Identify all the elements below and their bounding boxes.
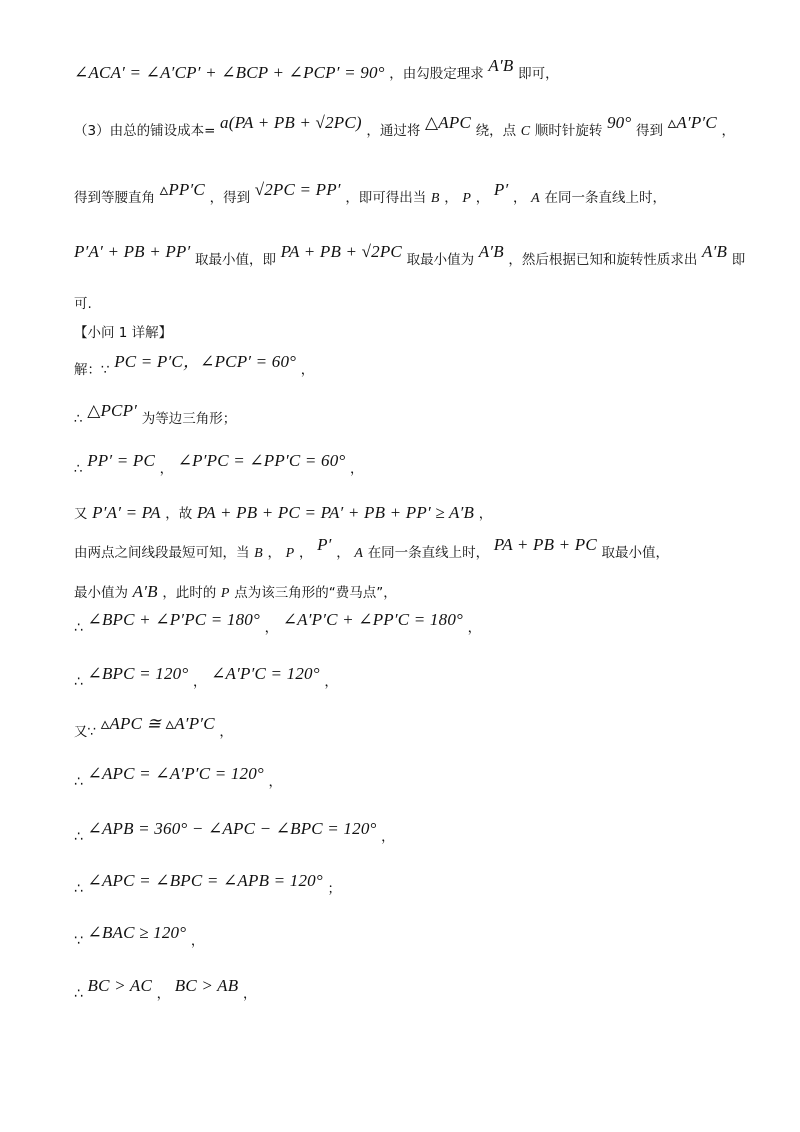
text-line bbox=[74, 451, 364, 478]
math-expression: ∠ACA′ = ∠A′CP′ + ∠BCP + ∠PCP′ = 90° bbox=[74, 63, 385, 82]
text-run: 即 bbox=[731, 252, 746, 268]
text-run: ，此时的 bbox=[162, 585, 217, 601]
text-run: 取最小值为 bbox=[406, 252, 475, 268]
text-run: ， bbox=[721, 123, 735, 139]
text-run: ； bbox=[327, 881, 341, 897]
text-run: ，得到 bbox=[209, 190, 251, 206]
therefore-symbol: ∴ bbox=[74, 774, 83, 790]
text-line bbox=[74, 664, 338, 691]
text-line bbox=[74, 535, 670, 562]
math-expression: √2PC = PP′ bbox=[254, 180, 341, 199]
math-expression: C bbox=[520, 124, 531, 139]
text-run: 可. bbox=[74, 296, 92, 312]
text-run: ∴ bbox=[74, 461, 83, 477]
text-run: 又 bbox=[74, 506, 88, 522]
math-expression: A′B bbox=[478, 242, 504, 261]
math-expression: PA + PB + √2PC bbox=[280, 242, 402, 261]
text-run: ∴ bbox=[74, 411, 83, 427]
text-line bbox=[74, 581, 397, 602]
text-run: 得到等腰直角 bbox=[74, 190, 155, 206]
math-expression: PA + PB + PC = PA′ + PB + PP′ ≥ A′B bbox=[196, 503, 475, 522]
text-run: 即可， bbox=[518, 66, 559, 82]
text-run: ， bbox=[267, 545, 281, 561]
text-line bbox=[74, 180, 666, 207]
therefore-symbol: ∴ bbox=[74, 986, 83, 1002]
text-run: ， bbox=[324, 674, 338, 690]
text-run: 取最小值， bbox=[601, 545, 670, 561]
text-line bbox=[74, 113, 735, 140]
text-run: 得到 bbox=[635, 123, 663, 139]
text-run: ， bbox=[444, 190, 458, 206]
text-run: ， bbox=[336, 545, 350, 561]
text-run: ， bbox=[300, 362, 315, 378]
math-expression: PP′ = PC bbox=[87, 451, 155, 470]
therefore-symbol: ∴ bbox=[74, 620, 83, 636]
text-line bbox=[74, 714, 233, 741]
math-expression: ∠A′P′C = 120° bbox=[211, 664, 320, 683]
section-heading bbox=[74, 321, 172, 341]
text-run: ， bbox=[156, 986, 171, 1002]
text-run: （3）由总的铺设成本= bbox=[74, 123, 216, 139]
text-line bbox=[74, 401, 237, 428]
text-line bbox=[74, 871, 341, 898]
math-expression: P′ bbox=[493, 180, 509, 199]
text-run: 绕，点 bbox=[475, 123, 517, 139]
text-run: ，然后根据已知和旋转性质求出 bbox=[508, 252, 698, 268]
math-expression: PC = P′C，∠PCP′ = 60° bbox=[114, 352, 297, 371]
text-run: 又∵ bbox=[74, 724, 97, 740]
math-expression: BC > AB bbox=[174, 976, 239, 995]
math-expression: ▵A′P′C bbox=[667, 113, 717, 132]
text-run: ， bbox=[467, 620, 482, 636]
math-expression: A′B bbox=[702, 242, 728, 261]
because-symbol: ∵ bbox=[74, 933, 83, 949]
text-run: 【小问 1 详解】 bbox=[74, 325, 173, 341]
text-run: 为等边三角形； bbox=[141, 411, 237, 427]
text-line bbox=[74, 923, 205, 950]
math-expression: PA + PB + PC bbox=[493, 535, 597, 554]
text-run: ， bbox=[475, 190, 490, 206]
text-line bbox=[74, 976, 257, 1003]
text-line bbox=[74, 354, 314, 379]
text-run: ， bbox=[190, 933, 205, 949]
text-run: ，故 bbox=[165, 506, 193, 522]
text-run: ， bbox=[381, 829, 395, 845]
math-expression: A′B bbox=[488, 56, 514, 75]
text-run: ， bbox=[268, 774, 283, 790]
math-expression: a(PA + PB + √2PC) bbox=[220, 113, 362, 132]
text-run: ， bbox=[513, 190, 527, 206]
text-run: 最小值为 bbox=[74, 585, 128, 601]
therefore-symbol: ∴ bbox=[74, 829, 83, 845]
math-expression: B bbox=[254, 546, 263, 561]
math-expression: ∠A′P′C + ∠PP′C = 180° bbox=[282, 610, 464, 629]
therefore-symbol: ∴ bbox=[74, 674, 83, 690]
text-run: ， bbox=[298, 545, 313, 561]
math-expression: A′B bbox=[132, 582, 158, 601]
math-expression: B bbox=[430, 191, 440, 206]
text-run: 取最小值，即 bbox=[195, 252, 277, 268]
text-line bbox=[74, 610, 482, 637]
text-run: ，由勾股定理求 bbox=[389, 66, 484, 82]
text-run: ，即可得出当 bbox=[345, 190, 427, 206]
text-run: ， bbox=[219, 724, 233, 740]
text-run: ，通过将 bbox=[366, 123, 421, 139]
math-expression: P′A′ + PB + PP′ bbox=[74, 242, 191, 261]
math-expression: A bbox=[531, 191, 540, 206]
math-expression: P′A′ = PA bbox=[92, 503, 161, 522]
text-run: 在同一条直线上时， bbox=[367, 545, 490, 561]
math-expression: △PCP′ bbox=[87, 401, 138, 420]
therefore-symbol: ∴ bbox=[74, 881, 83, 897]
math-expression: ▵PP′C bbox=[159, 180, 205, 199]
text-line bbox=[74, 56, 559, 83]
math-expression: △APC bbox=[425, 113, 471, 132]
math-expression: P bbox=[220, 586, 230, 601]
text-run: 在同一条直线上时， bbox=[544, 190, 666, 206]
text-run: ， bbox=[242, 986, 257, 1002]
math-expression: ∠BPC + ∠P′PC = 180° bbox=[87, 610, 260, 629]
text-run: 顺时针旋转 bbox=[534, 123, 603, 139]
math-expression: P bbox=[285, 546, 295, 561]
text-line bbox=[74, 242, 746, 269]
math-expression: BC > AC bbox=[87, 976, 153, 995]
math-expression: ∠APC = ∠BPC = ∠APB = 120° bbox=[87, 871, 323, 890]
text-line bbox=[74, 819, 395, 846]
text-run: 解：∵ bbox=[74, 362, 110, 378]
math-expression: ∠BPC = 120° bbox=[87, 664, 189, 683]
text-run: 点为该三角形的“费马点”， bbox=[234, 585, 397, 601]
math-expression: ∠P′PC = ∠PP′C = 60° bbox=[177, 451, 346, 470]
text-run: ， bbox=[350, 461, 364, 477]
math-expression: ∠APB = 360° − ∠APC − ∠BPC = 120° bbox=[87, 819, 377, 838]
text-line bbox=[74, 292, 92, 312]
math-expression: 90° bbox=[606, 113, 632, 132]
text-line bbox=[74, 502, 492, 523]
text-run: ， bbox=[264, 620, 279, 636]
math-expression: P′ bbox=[317, 535, 332, 554]
text-run: ， bbox=[478, 506, 493, 522]
math-expression: P bbox=[462, 191, 472, 206]
math-expression: ▵APC ≅ ▵A′P′C bbox=[100, 714, 215, 733]
text-run: 由两点之间线段最短可知，当 bbox=[74, 545, 250, 561]
text-run: ， bbox=[159, 461, 174, 477]
math-expression: ∠BAC ≥ 120° bbox=[87, 923, 187, 942]
text-run: ， bbox=[192, 674, 207, 690]
math-expression: ∠APC = ∠A′P′C = 120° bbox=[87, 764, 264, 783]
text-line bbox=[74, 764, 283, 791]
math-expression: A bbox=[354, 546, 364, 561]
